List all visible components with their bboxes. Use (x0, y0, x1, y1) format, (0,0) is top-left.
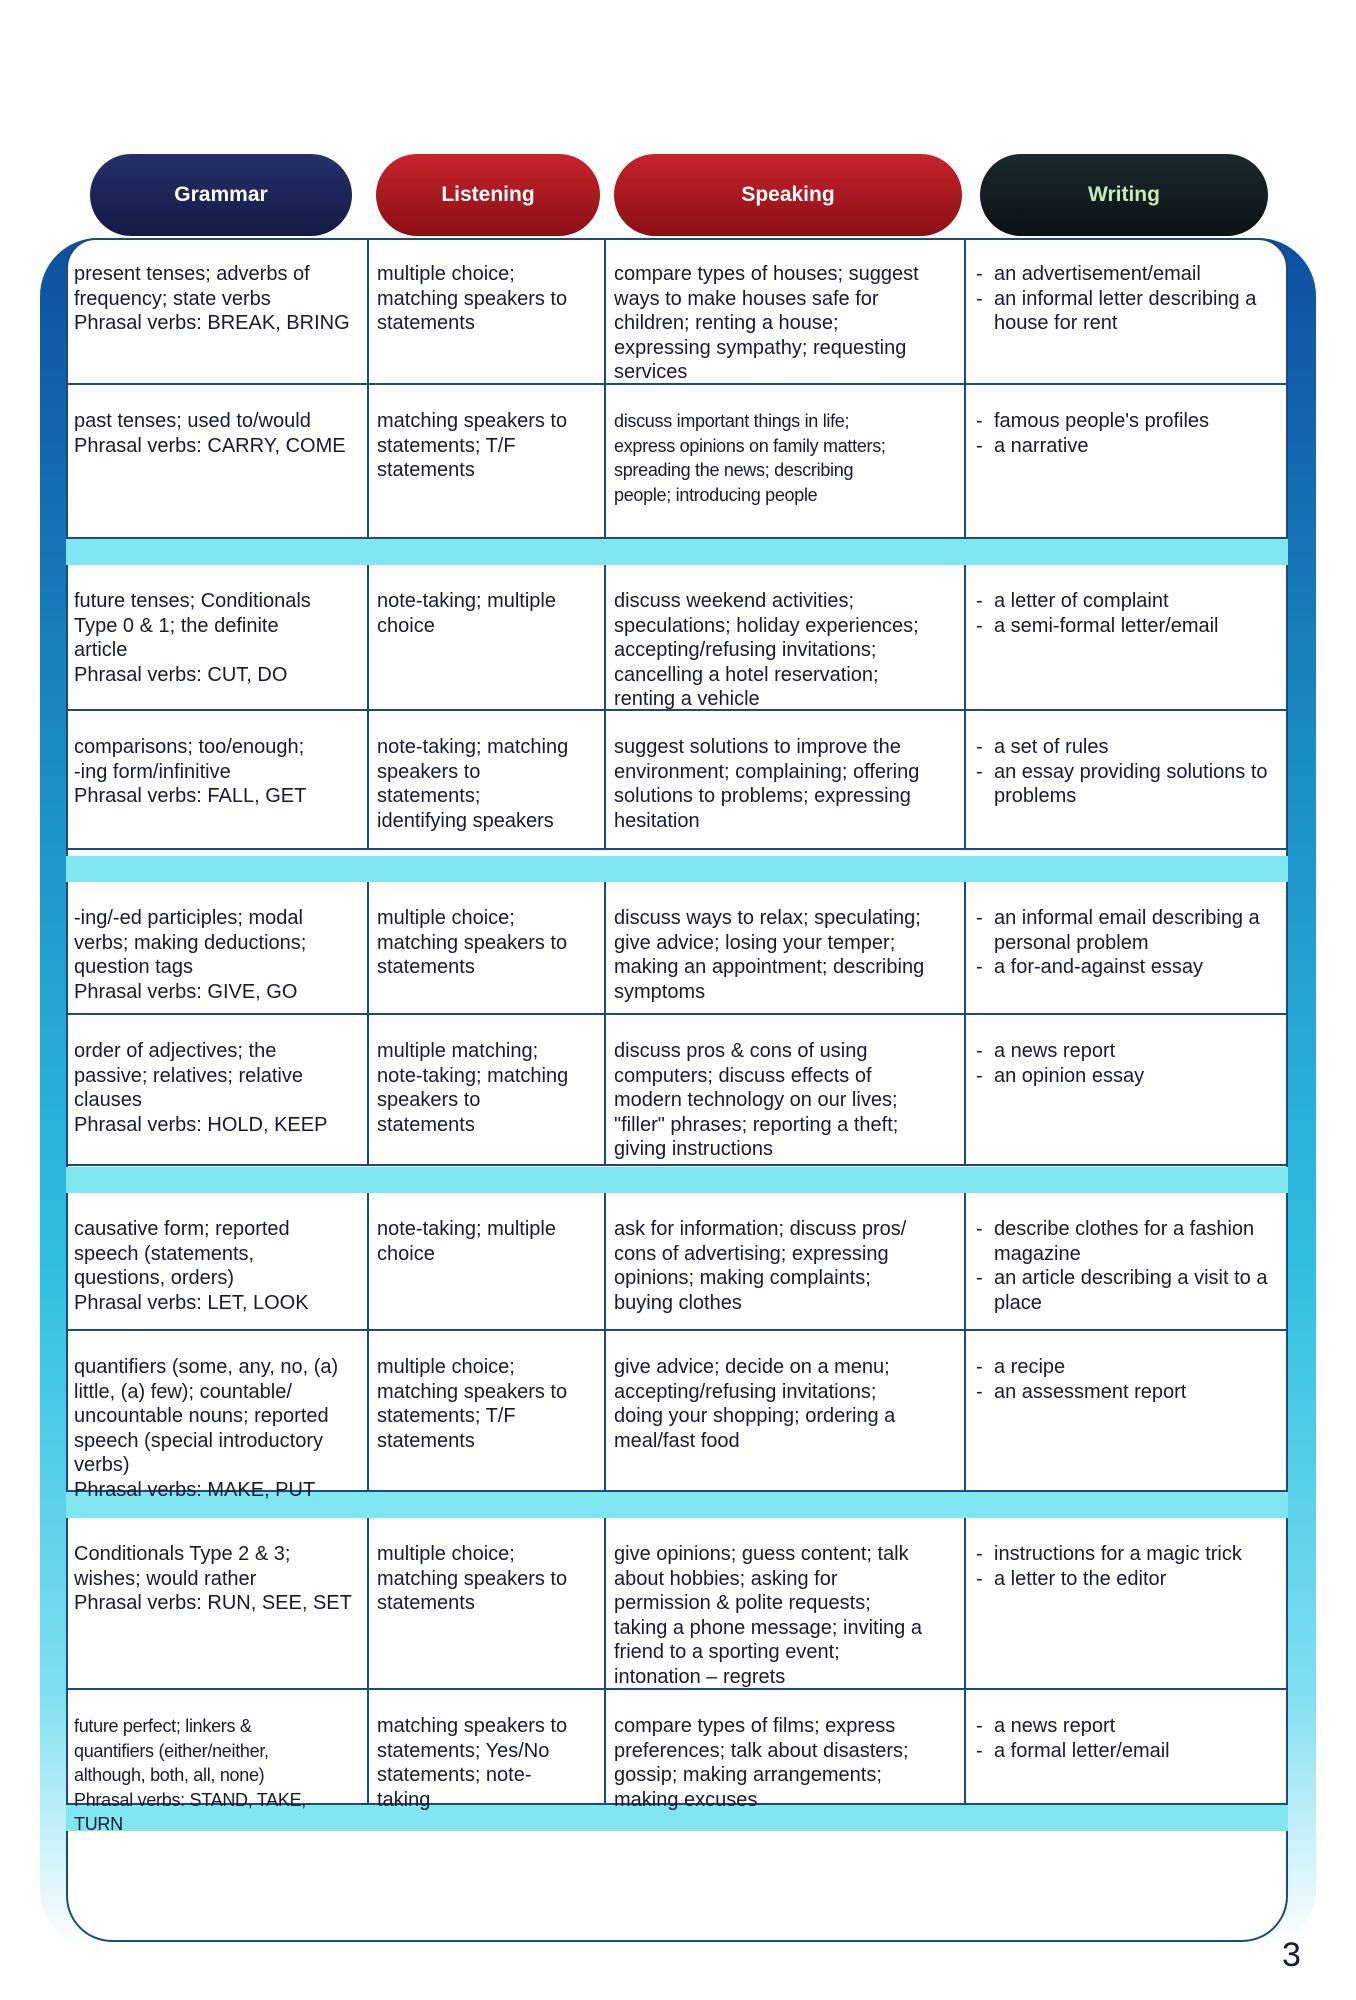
writing-item (976, 906, 1280, 955)
writing-cell (966, 385, 1288, 537)
writing-item-text: a narrative (994, 434, 1089, 457)
writing-item-text: a news report (994, 1715, 1116, 1737)
table-row (66, 711, 1288, 850)
header-listening: Listening (376, 154, 600, 236)
syllabus-table (66, 238, 1288, 1842)
writing-item-text: an informal letter describing a house for rent (994, 287, 1257, 334)
writing-item (976, 1380, 1280, 1405)
writing-item-text: a set of rules (994, 736, 1109, 758)
bullet-dash: - (976, 434, 983, 457)
grammar-cell: future perfect; linkers & quantifiers (either/neither, although, both, all, none) Phrasal verbs: STAND, TAKE, TURN (66, 1690, 369, 1803)
bullet-dash: - (976, 1040, 983, 1062)
writing-cell (966, 1193, 1288, 1329)
bullet-dash: - (976, 1739, 983, 1762)
bullet-dash: - (976, 736, 983, 758)
writing-item (976, 1217, 1280, 1266)
writing-cell (966, 1518, 1288, 1688)
unit-divider (66, 1167, 1288, 1193)
writing-item-text: an assessment report (994, 1380, 1187, 1403)
writing-item-text: an essay providing solutions to problems (994, 760, 1268, 807)
writing-item-text: an opinion essay (994, 1064, 1145, 1087)
writing-item-text: describe clothes for a fashion magazine (994, 1218, 1255, 1265)
table-row (66, 1690, 1288, 1834)
header-grammar: Grammar (90, 154, 352, 236)
bullet-dash: - (976, 263, 983, 285)
table-row (66, 1518, 1288, 1690)
table-row (66, 565, 1288, 711)
speaking-cell: discuss ways to relax; speculating; give advice; losing your temper; making an appointment; describing symptoms (606, 882, 966, 1013)
writing-item (976, 262, 1280, 287)
bullet-dash: - (976, 760, 983, 783)
bullet-dash: - (976, 1267, 983, 1289)
bullet-dash: - (976, 1380, 983, 1403)
bullet-dash: - (976, 590, 983, 612)
listening-cell: multiple choice; matching speakers to statements (369, 238, 606, 383)
writing-item-text: a recipe (994, 1356, 1066, 1378)
writing-item-text: a news report (994, 1040, 1116, 1062)
grammar-cell: comparisons; too/enough; -ing form/infinitive Phrasal verbs: FALL, GET (66, 711, 369, 848)
bullet-dash: - (976, 1715, 983, 1737)
writing-item (976, 1567, 1280, 1592)
bullet-dash: - (976, 287, 983, 310)
grammar-cell: order of adjectives; the passive; relatives; relative clauses Phrasal verbs: HOLD, KEEP (66, 1015, 369, 1164)
writing-item (976, 434, 1280, 459)
table-row (66, 1193, 1288, 1331)
grammar-cell: present tenses; adverbs of frequency; state verbs Phrasal verbs: BREAK, BRING (66, 238, 369, 383)
speaking-cell: discuss pros & cons of using computers; discuss effects of modern technology on our lives; "filler" phrases; reporting a theft; giving instructions (606, 1015, 966, 1164)
writing-item (976, 955, 1280, 980)
writing-cell (966, 1331, 1288, 1490)
writing-cell (966, 565, 1288, 709)
writing-item (976, 1064, 1280, 1089)
header-writing: Writing (980, 154, 1268, 236)
writing-item (976, 1355, 1280, 1380)
writing-item (976, 760, 1280, 809)
speaking-cell: give opinions; guess content; talk about hobbies; asking for permission & polite requests; taking a phone message; inviting a friend to a sporting event; intonation – regrets (606, 1518, 966, 1688)
unit-divider (66, 539, 1288, 565)
writing-item (976, 1266, 1280, 1315)
table-row (66, 238, 1288, 385)
writing-item (976, 735, 1280, 760)
grammar-cell: Conditionals Type 2 & 3; wishes; would rather Phrasal verbs: RUN, SEE, SET (66, 1518, 369, 1688)
header-speaking: Speaking (614, 154, 962, 236)
bullet-dash: - (976, 1064, 983, 1087)
listening-cell: multiple matching; note-taking; matching speakers to statements (369, 1015, 606, 1164)
writing-cell (966, 1690, 1288, 1803)
bullet-dash: - (976, 1567, 983, 1590)
grammar-cell: quantifiers (some, any, no, (a) little, (a) few); countable/ uncountable nouns; reported speech (special introductory verbs) Phrasal verbs: MAKE, PUT (66, 1331, 369, 1490)
writing-cell (966, 238, 1288, 383)
writing-item-text: an advertisement/email (994, 263, 1201, 285)
table-row (66, 1015, 1288, 1166)
writing-item (976, 1039, 1280, 1064)
bullet-dash: - (976, 614, 983, 637)
listening-cell: multiple choice; matching speakers to statements (369, 1518, 606, 1688)
speaking-cell: compare types of films; express preferences; talk about disasters; gossip; making arrangements; making excuses (606, 1690, 966, 1803)
writing-item-text: an informal email describing a personal problem (994, 907, 1260, 954)
grammar-cell: causative form; reported speech (statements, questions, orders) Phrasal verbs: LET, LOOK (66, 1193, 369, 1329)
writing-item-text: famous people's profiles (994, 410, 1210, 432)
writing-cell (966, 1015, 1288, 1164)
writing-cell (966, 711, 1288, 848)
speaking-cell: compare types of houses; suggest ways to make houses safe for children; renting a house; expressing sympathy; requesting services (606, 238, 966, 383)
listening-cell: multiple choice; matching speakers to statements (369, 882, 606, 1013)
speaking-cell: discuss weekend activities; speculations; holiday experiences; accepting/refusing invitations; cancelling a hotel reservation; renting a vehicle (606, 565, 966, 709)
grammar-cell: -ing/-ed participles; modal verbs; making deductions; question tags Phrasal verbs: GIVE, GO (66, 882, 369, 1013)
bullet-dash: - (976, 956, 983, 978)
table-row (66, 882, 1288, 1015)
bullet-dash: - (976, 1356, 983, 1378)
writing-item (976, 1714, 1280, 1739)
listening-cell: note-taking; multiple choice (369, 1193, 606, 1329)
table-row (66, 1331, 1288, 1501)
writing-item-text: a formal letter/email (994, 1739, 1170, 1762)
speaking-cell: give advice; decide on a menu; accepting/refusing invitations; doing your shopping; ordering a meal/fast food (606, 1331, 966, 1490)
writing-item-text: instructions for a magic trick (994, 1543, 1242, 1565)
grammar-cell: past tenses; used to/would Phrasal verbs: CARRY, COME (66, 385, 369, 537)
writing-cell (966, 882, 1288, 1013)
table-row (66, 385, 1288, 539)
writing-item (976, 1739, 1280, 1764)
writing-item-text: an article describing a visit to a place (994, 1267, 1268, 1314)
writing-item (976, 409, 1280, 434)
speaking-cell: discuss important things in life; express opinions on family matters; spreading the news; describing people; introducing people (606, 385, 966, 537)
writing-item (976, 287, 1280, 336)
speaking-cell: suggest solutions to improve the environment; complaining; offering solutions to problems; expressing hesitation (606, 711, 966, 848)
writing-item-text: a semi-formal letter/email (994, 614, 1219, 637)
writing-item (976, 1542, 1280, 1567)
unit-divider (66, 856, 1288, 882)
bullet-dash: - (976, 410, 983, 432)
page-number: 3 (1282, 1936, 1301, 1974)
writing-item-text: a letter of complaint (994, 590, 1169, 612)
writing-item (976, 614, 1280, 639)
speaking-cell: ask for information; discuss pros/ cons of advertising; expressing opinions; making complaints; buying clothes (606, 1193, 966, 1329)
listening-cell: multiple choice; matching speakers to statements; T/F statements (369, 1331, 606, 1490)
listening-cell: note-taking; matching speakers to statements; identifying speakers (369, 711, 606, 848)
listening-cell: matching speakers to statements; T/F statements (369, 385, 606, 537)
listening-cell: matching speakers to statements; Yes/No statements; note- taking (369, 1690, 606, 1803)
bullet-dash: - (976, 1543, 983, 1565)
writing-item (976, 589, 1280, 614)
grammar-cell: future tenses; Conditionals Type 0 & 1; the definite article Phrasal verbs: CUT, DO (66, 565, 369, 709)
listening-cell: note-taking; multiple choice (369, 565, 606, 709)
bullet-dash: - (976, 1218, 983, 1240)
writing-item-text: a letter to the editor (994, 1567, 1167, 1590)
bullet-dash: - (976, 907, 983, 929)
writing-item-text: a for-and-against essay (994, 956, 1204, 978)
